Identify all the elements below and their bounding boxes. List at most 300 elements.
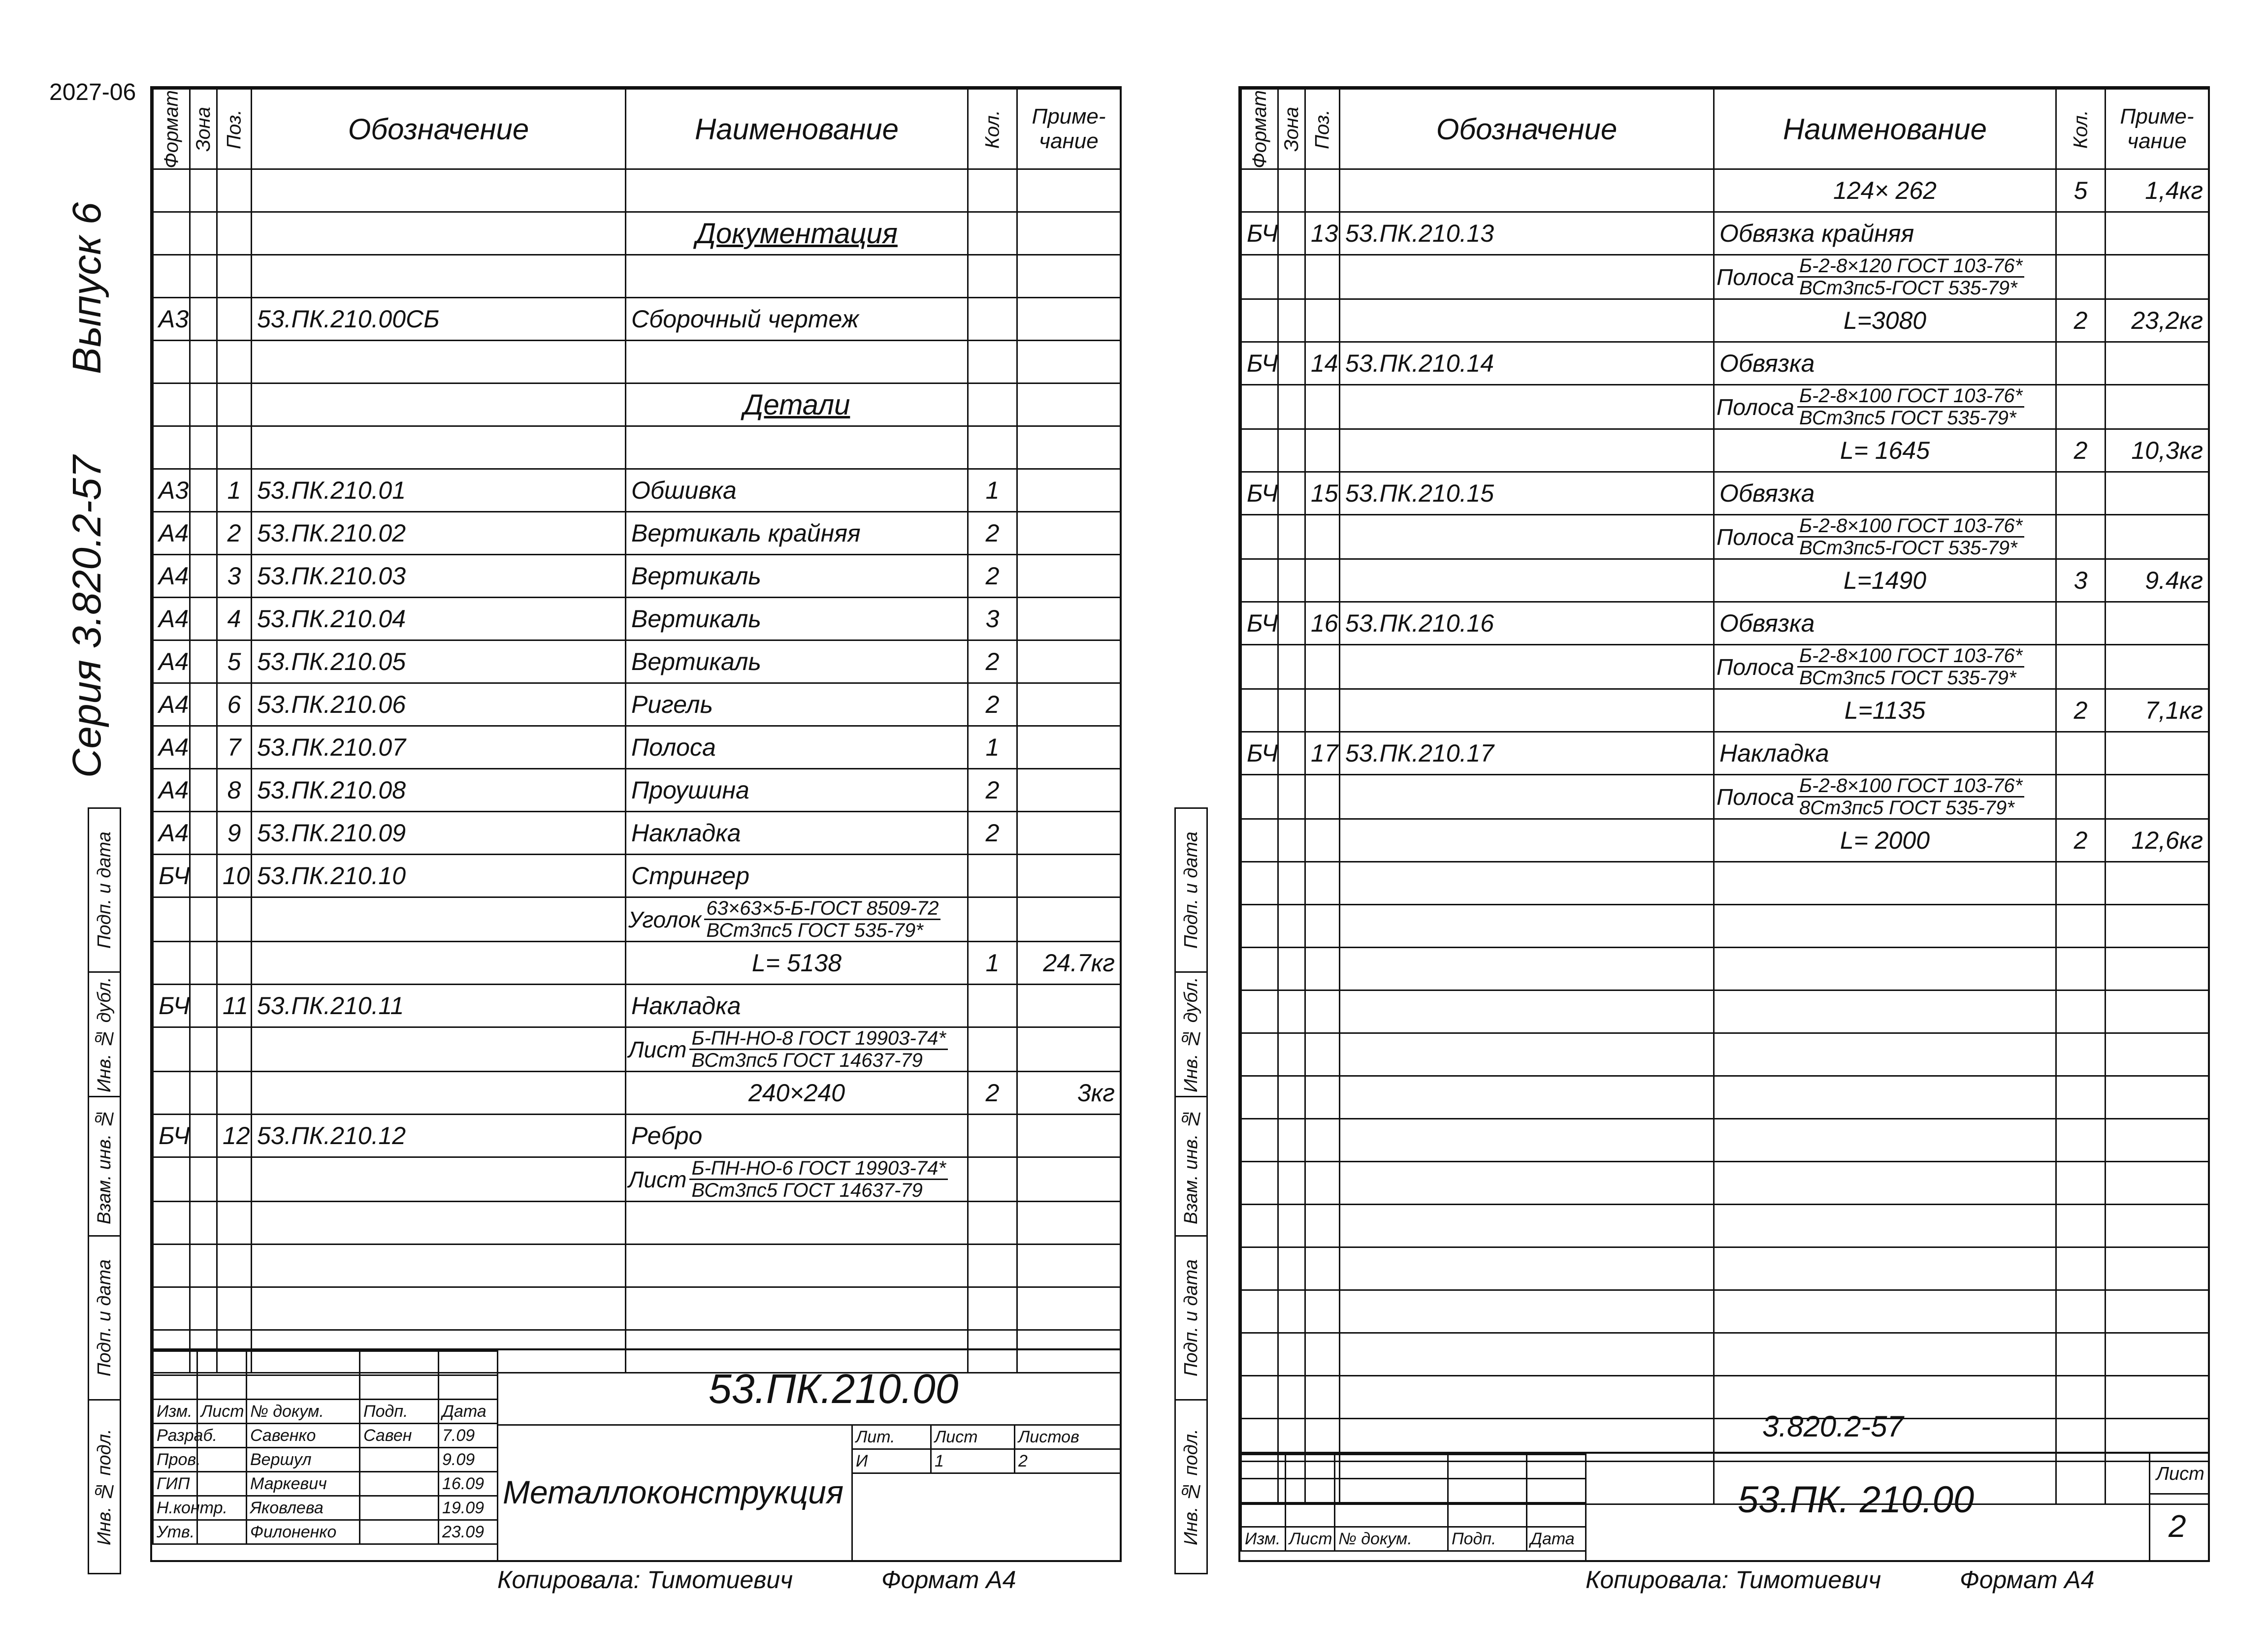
cell-note <box>1017 469 1121 512</box>
hdr-list: Лист <box>197 1400 247 1424</box>
cell-name: 240×240 <box>626 1072 968 1115</box>
cell-pos: 6 <box>217 683 252 726</box>
cell-designation: 53.ПК.210.04 <box>252 598 626 640</box>
cell-note <box>2106 775 2209 819</box>
cell-zone <box>190 298 217 341</box>
sidebar-field: Подп. и дата <box>89 1236 121 1400</box>
cell-designation: 53.ПК.210.08 <box>252 769 626 812</box>
cell-note <box>2106 905 2209 948</box>
cell-note: 3кг <box>1017 1072 1121 1115</box>
cell-pos <box>1305 515 1340 559</box>
cell-name <box>1714 1247 2056 1290</box>
cell-name <box>1714 645 2056 689</box>
cell-pos <box>1305 385 1340 429</box>
cell-designation <box>1340 559 1714 602</box>
left-title-block <box>152 1348 1120 1562</box>
hdr-sign: Подп. <box>1448 1527 1527 1551</box>
cell-zone <box>190 255 217 298</box>
col-qty-header: Кол. <box>968 89 1017 169</box>
signature-role: Разраб. <box>153 1424 197 1448</box>
cell-format <box>153 426 190 469</box>
cell-name <box>1714 385 2056 429</box>
cell-qty: 1 <box>968 469 1017 512</box>
cell-pos: 2 <box>217 512 252 555</box>
cell-format <box>153 1202 190 1245</box>
cell-qty: 2 <box>968 555 1017 598</box>
cell-designation: 53.ПК.210.14 <box>1340 342 1714 385</box>
cell-zone <box>190 812 217 855</box>
cell-designation <box>1340 1033 1714 1076</box>
material-label: Полоса <box>1717 784 1795 810</box>
cell-name: Вертикаль <box>626 555 968 598</box>
cell-zone <box>190 985 217 1027</box>
material-spec <box>1717 645 2053 688</box>
cell-qty <box>2056 905 2106 948</box>
cell-pos <box>217 942 252 985</box>
cell-designation <box>1340 905 1714 948</box>
cell-note <box>1017 1202 1121 1245</box>
cell-qty <box>2056 732 2106 775</box>
cell-name: L= 1645 <box>1714 429 2056 472</box>
cell-pos <box>217 426 252 469</box>
cell-zone <box>1278 255 1305 299</box>
cell-qty: 2 <box>2056 429 2106 472</box>
cell-note <box>1017 640 1121 683</box>
cell-zone <box>1278 1333 1305 1376</box>
cell-format <box>1241 299 1278 342</box>
cell-designation <box>1340 645 1714 689</box>
cell-qty <box>968 855 1017 897</box>
cell-name <box>1714 990 2056 1033</box>
hdr-sign: Подп. <box>360 1400 439 1424</box>
cell-qty: 1 <box>968 726 1017 769</box>
cell-format: А4 <box>153 769 190 812</box>
cell-qty: 1 <box>968 942 1017 985</box>
cell-qty: 2 <box>968 769 1017 812</box>
spec-row <box>153 212 1121 255</box>
cell-format <box>1241 1333 1278 1376</box>
spec-row <box>1241 515 2209 559</box>
cell-note <box>1017 1115 1121 1157</box>
cell-note <box>1017 1245 1121 1287</box>
spec-row <box>1241 732 2209 775</box>
cell-pos <box>1305 559 1340 602</box>
cell-designation <box>252 1072 626 1115</box>
cell-note <box>1017 341 1121 383</box>
cell-qty: 2 <box>968 812 1017 855</box>
spec-row <box>1241 429 2209 472</box>
cell-format <box>153 1072 190 1115</box>
cell-note <box>2106 1033 2209 1076</box>
cell-designation <box>1340 1205 1714 1247</box>
cell-pos: 12 <box>217 1115 252 1157</box>
cell-qty <box>968 169 1017 212</box>
material-label: Полоса <box>1717 654 1795 680</box>
cell-name: L= 5138 <box>626 942 968 985</box>
cell-name: Сборочный чертеж <box>626 298 968 341</box>
cell-qty <box>2056 1162 2106 1205</box>
cell-zone <box>1278 602 1305 645</box>
sheet-value: 1 <box>931 1449 1015 1473</box>
material-fraction <box>704 898 940 941</box>
cell-format <box>1241 905 1278 948</box>
right-signature-table <box>1240 1454 1587 1552</box>
cell-note <box>1017 298 1121 341</box>
signature-name: Вершул <box>247 1448 360 1472</box>
cell-format <box>153 1287 190 1330</box>
series-text: Серия 3.820.2-57 <box>65 455 109 778</box>
cell-qty <box>968 897 1017 942</box>
cell-format <box>1241 559 1278 602</box>
right-footer-copied: Копировала: Тимотиевич <box>1586 1566 1881 1594</box>
left-sheet-info <box>851 1424 1121 1474</box>
cell-note <box>2106 990 2209 1033</box>
cell-qty <box>2056 1033 2106 1076</box>
material-fraction <box>1797 775 2024 818</box>
cell-note: 9.4кг <box>2106 559 2209 602</box>
cell-zone <box>190 1287 217 1330</box>
spec-row <box>1241 1205 2209 1247</box>
cell-format: А4 <box>153 683 190 726</box>
cell-zone <box>190 1202 217 1245</box>
cell-zone <box>1278 472 1305 515</box>
spec-row <box>153 1072 1121 1115</box>
material-profile: Б-2-8×100 ГОСТ 103-76* <box>1797 385 2024 408</box>
cell-qty <box>968 383 1017 426</box>
material-fraction <box>1797 255 2024 298</box>
cell-note <box>2106 1333 2209 1376</box>
cell-pos <box>1305 1205 1340 1247</box>
spec-row <box>1241 1247 2209 1290</box>
cell-pos <box>1305 689 1340 732</box>
spec-row <box>153 1287 1121 1330</box>
cell-note <box>2106 732 2209 775</box>
spec-row <box>1241 1290 2209 1333</box>
signature-name: Савенко <box>247 1424 360 1448</box>
cell-zone <box>1278 1247 1305 1290</box>
cell-zone <box>190 341 217 383</box>
cell-zone <box>1278 732 1305 775</box>
hdr-date: Дата <box>439 1400 498 1424</box>
cell-designation <box>252 1202 626 1245</box>
col-note-header: Приме-чание <box>1017 89 1121 169</box>
cell-designation <box>252 212 626 255</box>
cell-name <box>1714 1333 2056 1376</box>
material-fraction <box>1797 515 2024 558</box>
spec-row <box>1241 905 2209 948</box>
col-zone-header: Зона <box>1278 89 1305 169</box>
cell-designation <box>252 383 626 426</box>
cell-pos: 11 <box>217 985 252 1027</box>
cell-designation <box>252 1245 626 1287</box>
cell-zone <box>1278 990 1305 1033</box>
cell-zone <box>1278 948 1305 990</box>
cell-zone <box>1278 342 1305 385</box>
signature-date: 9.09 <box>439 1448 498 1472</box>
cell-designation <box>1340 169 1714 212</box>
cell-zone <box>190 1245 217 1287</box>
cell-format <box>1241 1033 1278 1076</box>
cell-pos <box>1305 862 1340 905</box>
spec-row <box>1241 255 2209 299</box>
cell-note <box>1017 985 1121 1027</box>
cell-name <box>626 255 968 298</box>
cell-name <box>626 341 968 383</box>
cell-qty <box>2056 1290 2106 1333</box>
cell-name: L=3080 <box>1714 299 2056 342</box>
cell-name: L=1490 <box>1714 559 2056 602</box>
cell-name: Вертикаль <box>626 598 968 640</box>
cell-name <box>1714 1076 2056 1119</box>
left-footer-format: Формат А4 <box>881 1566 1016 1594</box>
cell-qty <box>2056 1247 2106 1290</box>
cell-note <box>1017 897 1121 942</box>
right-sidebar <box>1174 807 1208 1574</box>
cell-format <box>153 1027 190 1072</box>
cell-pos <box>1305 819 1340 862</box>
cell-designation: 53.ПК.210.13 <box>1340 212 1714 255</box>
cell-pos <box>1305 1162 1340 1205</box>
cell-note: 23,2кг <box>2106 299 2209 342</box>
cell-pos <box>1305 1119 1340 1162</box>
cell-designation <box>1340 1376 1714 1419</box>
signature-date: 19.09 <box>439 1496 498 1520</box>
signature-name: Яковлева <box>247 1496 360 1520</box>
cell-qty: 2 <box>2056 689 2106 732</box>
cell-format: БЧ <box>1241 212 1278 255</box>
cell-format: БЧ <box>153 985 190 1027</box>
material-profile: Б-2-8×100 ГОСТ 103-76* <box>1797 645 2024 668</box>
cell-note <box>2106 212 2209 255</box>
signature-row <box>153 1472 498 1496</box>
cell-pos: 5 <box>217 640 252 683</box>
cell-designation <box>1340 689 1714 732</box>
cell-name: Вертикаль крайняя <box>626 512 968 555</box>
spec-row <box>1241 689 2209 732</box>
signature-sign <box>360 1520 439 1544</box>
cell-format <box>1241 1205 1278 1247</box>
lit-label: Лит. <box>852 1425 931 1449</box>
cell-pos <box>1305 990 1340 1033</box>
material-profile: Б-2-8×120 ГОСТ 103-76* <box>1797 255 2024 278</box>
cell-zone <box>190 469 217 512</box>
material-label: Полоса <box>1717 264 1795 290</box>
cell-format <box>153 1157 190 1202</box>
spec-row <box>1241 169 2209 212</box>
cell-pos <box>217 1027 252 1072</box>
sheets-label: Листов <box>1015 1425 1121 1449</box>
cell-zone <box>190 169 217 212</box>
cell-name <box>1714 905 2056 948</box>
signature-sign: Савен <box>360 1424 439 1448</box>
spec-row <box>153 512 1121 555</box>
cell-qty <box>2056 212 2106 255</box>
sidebar-field: Инв. № подл. <box>1175 1400 1207 1574</box>
right-sheet <box>1238 86 2210 1562</box>
cell-format <box>1241 1119 1278 1162</box>
spec-row <box>1241 775 2209 819</box>
cell-note <box>1017 512 1121 555</box>
cell-designation <box>1340 515 1714 559</box>
cell-format: БЧ <box>1241 732 1278 775</box>
cell-qty <box>2056 472 2106 515</box>
cell-qty <box>968 298 1017 341</box>
cell-zone <box>190 726 217 769</box>
cell-pos: 9 <box>217 812 252 855</box>
sidebar-field: Инв. № дубл. <box>1175 972 1207 1097</box>
corner-stamp: 2027-06 <box>49 79 136 105</box>
cell-pos <box>217 1202 252 1245</box>
material-profile: Б-ПН-НО-8 ГОСТ 19903-74* <box>689 1028 947 1050</box>
cell-pos <box>1305 255 1340 299</box>
cell-format <box>153 1245 190 1287</box>
cell-name: Накладка <box>1714 732 2056 775</box>
cell-zone <box>190 212 217 255</box>
cell-pos <box>1305 1333 1340 1376</box>
left-doc-code: 53.ПК.210.00 <box>709 1366 959 1412</box>
cell-zone <box>1278 385 1305 429</box>
material-grade: ВСт3пс5 ГОСТ 535-79* <box>706 920 923 941</box>
cell-designation: 53.ПК.210.05 <box>252 640 626 683</box>
cell-format: БЧ <box>153 855 190 897</box>
cell-pos: 16 <box>1305 602 1340 645</box>
spec-row <box>153 897 1121 942</box>
col-name-header: Наименование <box>1714 89 2056 169</box>
cell-zone <box>1278 559 1305 602</box>
signature-empty <box>197 1472 247 1496</box>
cell-name: Ригель <box>626 683 968 726</box>
cell-designation <box>1340 775 1714 819</box>
spec-row <box>1241 1333 2209 1376</box>
cell-name <box>1714 255 2056 299</box>
spec-row <box>153 341 1121 383</box>
sheets-value: 2 <box>1015 1449 1121 1473</box>
spec-row <box>153 1027 1121 1072</box>
spec-row <box>153 855 1121 897</box>
spec-row <box>153 169 1121 212</box>
cell-note <box>1017 683 1121 726</box>
cell-designation <box>252 897 626 942</box>
cell-name: Стрингер <box>626 855 968 897</box>
cell-pos: 1 <box>217 469 252 512</box>
cell-designation: 53.ПК.210.10 <box>252 855 626 897</box>
cell-qty <box>968 1027 1017 1072</box>
cell-note <box>1017 769 1121 812</box>
cell-qty <box>2056 602 2106 645</box>
spec-row <box>153 255 1121 298</box>
sidebar-field: Инв. № дубл. <box>89 972 121 1097</box>
cell-qty <box>968 212 1017 255</box>
cell-zone <box>190 1027 217 1072</box>
cell-pos: 8 <box>217 769 252 812</box>
cell-qty: 2 <box>2056 299 2106 342</box>
sheet-label: Лист <box>931 1425 1015 1449</box>
cell-pos <box>217 1287 252 1330</box>
spec-row <box>153 1202 1121 1245</box>
cell-qty: 2 <box>968 1072 1017 1115</box>
cell-pos <box>1305 1247 1340 1290</box>
cell-note <box>2106 862 2209 905</box>
cell-zone <box>190 512 217 555</box>
spec-row <box>153 726 1121 769</box>
cell-qty <box>2056 255 2106 299</box>
cell-note <box>2106 472 2209 515</box>
cell-name: Обвязка <box>1714 602 2056 645</box>
spec-row <box>153 598 1121 640</box>
sidebar-field: Взам. инв. № <box>1175 1097 1207 1236</box>
cell-format <box>1241 1162 1278 1205</box>
cell-zone <box>1278 819 1305 862</box>
spec-row <box>1241 212 2209 255</box>
signature-row <box>153 1520 498 1544</box>
right-spec-table <box>1240 88 2209 1505</box>
sidebar-field: Взам. инв. № <box>89 1097 121 1236</box>
signature-role: Утв. <box>153 1520 197 1544</box>
cell-designation <box>1340 1290 1714 1333</box>
cell-note <box>2106 1247 2209 1290</box>
cell-designation: 53.ПК.210.03 <box>252 555 626 598</box>
cell-note <box>2106 1162 2209 1205</box>
cell-designation: 53.ПК.210.07 <box>252 726 626 769</box>
cell-qty: 2 <box>968 683 1017 726</box>
spec-row <box>1241 819 2209 862</box>
cell-format <box>1241 385 1278 429</box>
signature-empty <box>197 1448 247 1472</box>
cell-qty <box>968 426 1017 469</box>
cell-note <box>1017 812 1121 855</box>
cell-format: А4 <box>153 512 190 555</box>
cell-zone <box>1278 169 1305 212</box>
cell-designation <box>1340 1333 1714 1376</box>
cell-designation: 53.ПК.210.15 <box>1340 472 1714 515</box>
cell-designation <box>1340 1247 1714 1290</box>
cell-note <box>2106 1376 2209 1419</box>
cell-name: Вертикаль <box>626 640 968 683</box>
cell-pos <box>1305 1033 1340 1076</box>
spec-row <box>153 555 1121 598</box>
cell-pos: 15 <box>1305 472 1340 515</box>
cell-pos <box>1305 948 1340 990</box>
cell-zone <box>190 1072 217 1115</box>
cell-designation: 53.ПК.210.06 <box>252 683 626 726</box>
cell-pos: 7 <box>217 726 252 769</box>
cell-note <box>1017 1287 1121 1330</box>
hdr-izm: Изм. <box>1241 1527 1286 1551</box>
material-fraction <box>689 1158 947 1201</box>
sidebar-field: Подп. и дата <box>1175 808 1207 972</box>
signature-role: Пров. <box>153 1448 197 1472</box>
material-grade: ВСт3пс5 ГОСТ 14637-79 <box>691 1180 923 1201</box>
signature-row <box>153 1448 498 1472</box>
spec-row <box>153 298 1121 341</box>
cell-note <box>1017 598 1121 640</box>
cell-note: 12,6кг <box>2106 819 2209 862</box>
cell-designation <box>252 942 626 985</box>
cell-qty <box>968 1115 1017 1157</box>
cell-qty <box>968 1245 1017 1287</box>
material-label: Полоса <box>1717 394 1795 420</box>
cell-pos: 10 <box>217 855 252 897</box>
cell-pos <box>1305 429 1340 472</box>
spec-row <box>1241 472 2209 515</box>
issue-text: Выпуск 6 <box>65 202 109 374</box>
cell-format: А4 <box>153 555 190 598</box>
spec-row <box>1241 602 2209 645</box>
cell-format <box>1241 948 1278 990</box>
cell-pos <box>217 897 252 942</box>
cell-designation <box>252 426 626 469</box>
cell-zone <box>1278 1205 1305 1247</box>
